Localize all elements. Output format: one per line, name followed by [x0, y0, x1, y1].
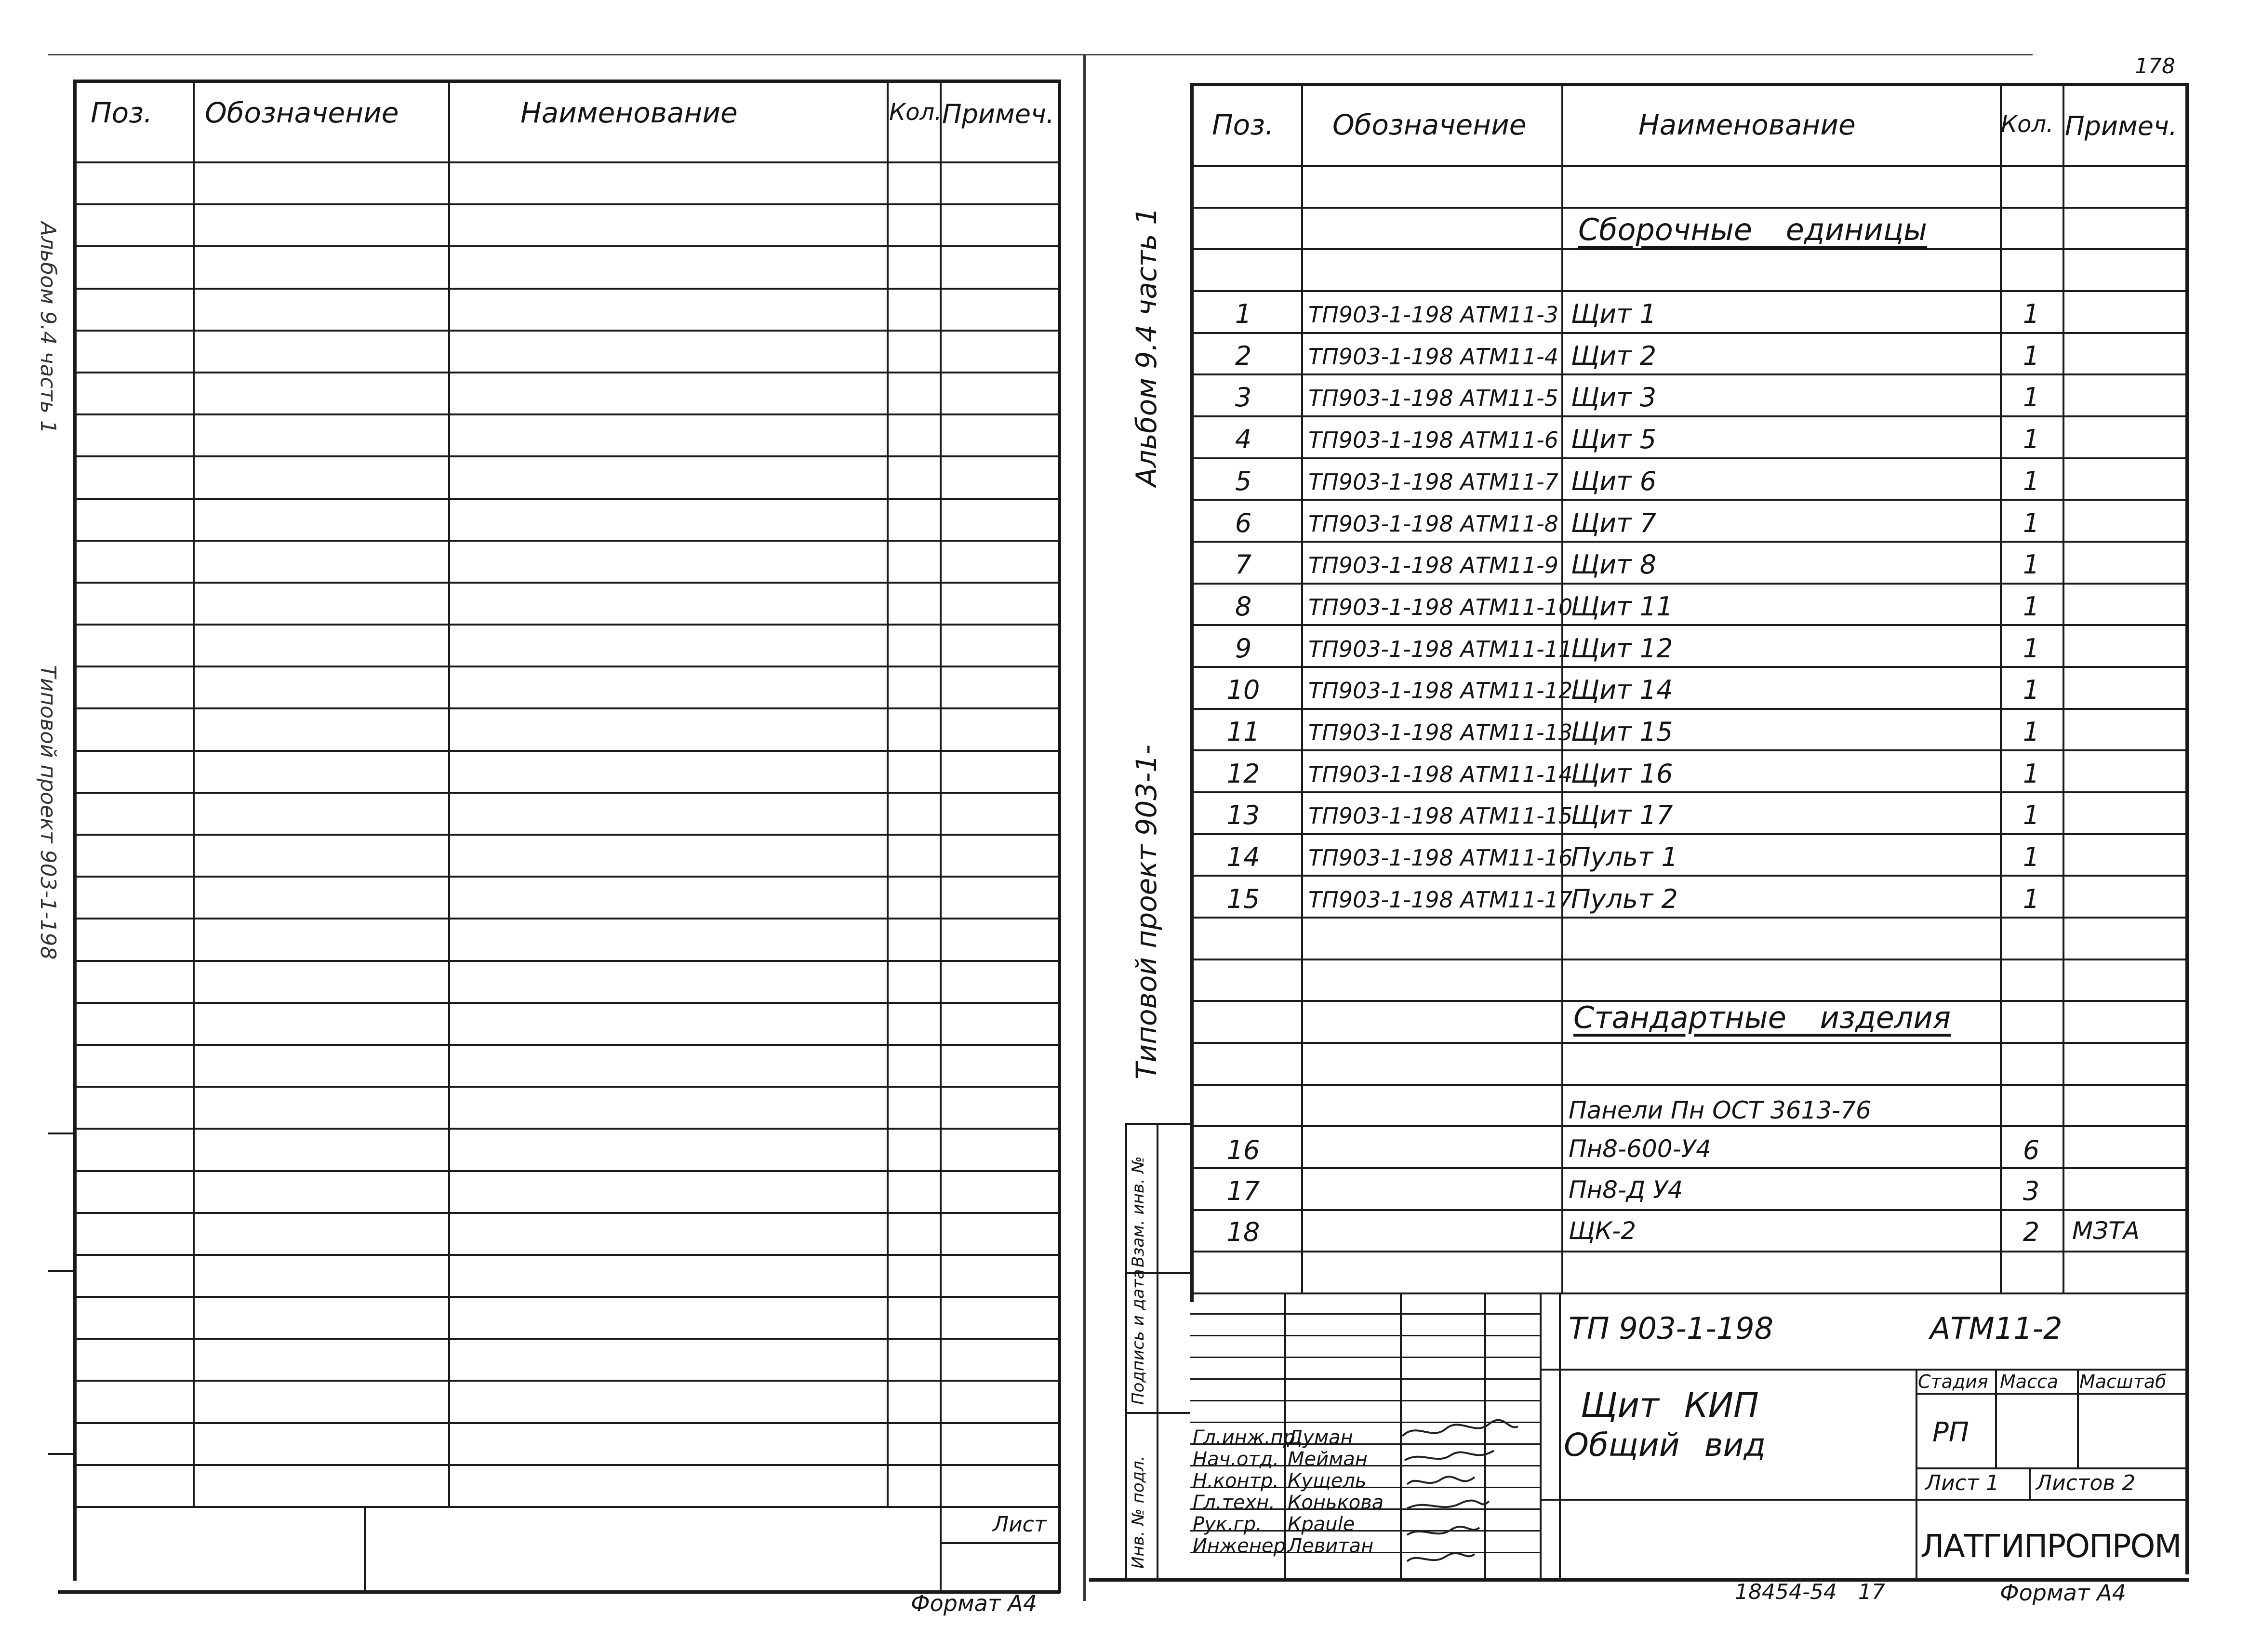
page-number: 178 [2135, 54, 2175, 79]
left-row-line [73, 1170, 1059, 1172]
row-qty: 1 [2023, 633, 2040, 664]
section-standard-items: Стандартные изделия [1573, 1000, 1951, 1035]
left-row-line [73, 1464, 1059, 1466]
label-sign-date: Подпись и дата [1129, 1269, 1148, 1405]
row-qty: 1 [2023, 717, 2040, 747]
row-name: Щит 14 [1571, 675, 1673, 705]
left-row-line [73, 1128, 1059, 1130]
right-header-name: Наименование [1638, 108, 1856, 141]
left-row-line [73, 1044, 1059, 1046]
left-format-label: Формат А4 [911, 1590, 1037, 1616]
row-qty: 1 [2023, 508, 2040, 538]
row-pos: 5 [1235, 466, 1252, 496]
signer-name: Краule [1288, 1513, 1355, 1535]
signer-role: Нач.отд. [1193, 1448, 1279, 1470]
stamp-organization: ЛАТГИПРОПРОМ [1920, 1528, 2181, 1565]
row-pos: 6 [1235, 508, 1252, 538]
row-pos: 7 [1235, 549, 1252, 580]
left-row-line [73, 1212, 1059, 1214]
row-designation: ТП903-1-198 АТМ11-4 [1308, 344, 1559, 370]
signature-scribbles [1397, 1417, 1523, 1581]
left-row-line [73, 624, 1059, 626]
stamp-title-line1: Щит КИП [1581, 1386, 1759, 1425]
left-header-name: Наименование [520, 96, 738, 129]
right-row-line [1190, 541, 2187, 543]
row-name: Щит 1 [1571, 299, 1657, 329]
left-row-line [73, 1254, 1059, 1256]
right-format-label: Формат А4 [2000, 1580, 2126, 1606]
left-row-line [73, 1296, 1059, 1298]
right-row-line [1190, 373, 2187, 375]
row-pos: 3 [1235, 382, 1252, 413]
signer-name: Думан [1288, 1426, 1353, 1449]
row-designation: ТП903-1-198 АТМ11-7 [1308, 469, 1559, 495]
left-row-line [73, 834, 1059, 836]
right-row-line [1190, 457, 2187, 459]
left-row-line [73, 540, 1059, 542]
signer-name: Кущель [1288, 1470, 1367, 1492]
signer-role: Инженер [1193, 1535, 1286, 1557]
row-designation: ТП903-1-198 АТМ11-12 [1308, 678, 1573, 704]
label-inv-no: Инв. № подл. [1129, 1455, 1148, 1569]
row-name: Щит 16 [1571, 759, 1673, 789]
left-header-pos: Поз. [91, 96, 153, 129]
row-qty: 1 [2023, 424, 2040, 454]
label-replace-inv: Взам. инв. № [1129, 1156, 1148, 1267]
row-qty: 1 [2023, 341, 2040, 371]
right-header-qty: Кол. [2001, 111, 2054, 138]
left-row-line [73, 1086, 1059, 1088]
right-row-line [1190, 833, 2187, 835]
row-designation: ТП903-1-198 АТМ11-14 [1308, 761, 1573, 787]
std-row-note: МЗТА [2072, 1217, 2140, 1245]
std-row-qty: 2 [2023, 1217, 2040, 1247]
row-name: Щит 6 [1571, 466, 1657, 496]
row-pos: 10 [1226, 675, 1260, 705]
signer-name: Левитан [1288, 1535, 1374, 1557]
stamp-row-line [1190, 1378, 1540, 1380]
right-row-line [1190, 207, 2187, 209]
row-name: Щит 7 [1571, 508, 1657, 538]
right-row-line [1190, 1167, 2187, 1169]
row-qty: 1 [2023, 382, 2040, 413]
left-row-line [73, 666, 1059, 667]
stamp-row-line [1190, 1400, 1540, 1401]
row-name: Щит 8 [1571, 549, 1657, 580]
section-assembly-units: Сборочные единицы [1578, 212, 1928, 247]
row-pos: 12 [1226, 759, 1260, 789]
row-qty: 1 [2023, 759, 2040, 789]
signer-role: Рук.гр. [1193, 1513, 1262, 1535]
row-qty: 1 [2023, 842, 2040, 872]
signer-name: Конькова [1288, 1492, 1384, 1514]
left-row-line [73, 372, 1059, 373]
left-header-qty: Кол. [889, 99, 942, 126]
sheet-divider [1083, 54, 1086, 1601]
row-designation: ТП903-1-198 АТМ11-13 [1308, 719, 1573, 746]
row-name: Щит 15 [1571, 717, 1673, 747]
row-name: Щит 17 [1571, 800, 1673, 830]
row-designation: ТП903-1-198 АТМ11-8 [1308, 511, 1559, 537]
row-name: Щит 12 [1571, 633, 1673, 664]
row-qty: 1 [2023, 466, 2040, 496]
stamp-row-line [1190, 1357, 1540, 1358]
row-qty: 1 [2023, 800, 2040, 830]
stamp-row-line [1190, 1335, 1540, 1336]
row-designation: ТП903-1-198 АТМ11-15 [1308, 803, 1573, 829]
signer-name: Мейман [1288, 1448, 1368, 1470]
right-row-line [1190, 1042, 2187, 1044]
stamp-sheet-label: Лист 1 [1925, 1471, 1999, 1495]
signer-role: Гл.техн. [1193, 1492, 1276, 1514]
left-row-line [73, 203, 1059, 205]
left-row-line [73, 245, 1059, 247]
left-row-line [73, 455, 1059, 457]
stamp-row-line [1190, 1313, 1540, 1315]
right-row-line [1190, 791, 2187, 793]
row-pos: 14 [1226, 842, 1260, 872]
standard-subtitle: Панели Пн ОСТ 3613-76 [1569, 1096, 1871, 1124]
stamp-stage-value: РП [1932, 1417, 1969, 1448]
std-row-qty: 6 [2023, 1135, 2040, 1165]
right-header-pos: Поз. [1212, 108, 1274, 141]
row-pos: 13 [1226, 800, 1260, 830]
row-pos: 15 [1226, 884, 1260, 914]
left-header-note: Примеч. [942, 99, 1055, 129]
right-row-line [1190, 875, 2187, 877]
row-qty: 1 [2023, 884, 2040, 914]
right-row-line [1190, 1084, 2187, 1086]
left-row-line [73, 876, 1059, 878]
row-pos: 11 [1226, 717, 1260, 747]
row-designation: ТП903-1-198 АТМ11-16 [1308, 845, 1573, 871]
right-row-line [1190, 1251, 2187, 1252]
stamp-project-code: ТП 903-1-198 [1569, 1311, 1774, 1346]
row-name: Щит 11 [1571, 591, 1673, 622]
signer-role: Н.контр. [1193, 1470, 1279, 1492]
right-row-line [1190, 959, 2187, 960]
left-row-line [73, 918, 1059, 919]
row-name: Щит 3 [1571, 382, 1657, 413]
left-row-line [73, 1338, 1059, 1340]
std-row-pos: 17 [1226, 1176, 1260, 1206]
std-row-pos: 16 [1226, 1135, 1260, 1165]
right-row-line [1190, 917, 2187, 919]
row-qty: 1 [2023, 549, 2040, 580]
row-name: Пульт 1 [1571, 842, 1678, 872]
stamp-title-line2: Общий вид [1564, 1426, 1766, 1464]
left-row-line [73, 960, 1059, 962]
left-row-line [73, 750, 1059, 752]
row-name: Пульт 2 [1571, 884, 1678, 914]
stamp-scale-label: Масштаб [2079, 1371, 2167, 1392]
footer-number: 18454-54 17 [1735, 1580, 1885, 1604]
right-row-line [1190, 749, 2187, 751]
std-row-name: Пн8-Д У4 [1569, 1176, 1683, 1204]
row-designation: ТП903-1-198 АТМ11-17 [1308, 887, 1573, 913]
side-project-label: Типовой проект 903-1- [1130, 745, 1163, 1079]
right-row-line [1190, 624, 2187, 626]
left-side-project: Типовой проект 903-1-198 [36, 665, 60, 960]
left-row-line [73, 288, 1059, 290]
right-row-line [1190, 1125, 2187, 1127]
row-designation: ТП903-1-198 АТМ11-11 [1308, 636, 1573, 662]
left-row-line [73, 413, 1059, 415]
row-designation: ТП903-1-198 АТМ11-9 [1308, 552, 1559, 578]
left-row-line [73, 1002, 1059, 1004]
row-pos: 4 [1235, 424, 1252, 454]
stamp-stage-label: Стадия [1918, 1371, 1988, 1392]
row-designation: ТП903-1-198 АТМ11-6 [1308, 427, 1559, 453]
row-designation: ТП903-1-198 АТМ11-3 [1308, 302, 1559, 328]
row-pos: 2 [1235, 341, 1252, 371]
right-row-line [1190, 290, 2187, 292]
right-header-designation: Обозначение [1332, 108, 1527, 141]
row-name: Щит 5 [1571, 424, 1657, 454]
left-sheet-label: Лист [993, 1512, 1047, 1537]
left-row-line [73, 330, 1059, 332]
row-designation: ТП903-1-198 АТМ11-10 [1308, 594, 1573, 620]
right-row-line [1190, 583, 2187, 585]
left-header-designation: Обозначение [205, 96, 399, 129]
std-row-pos: 18 [1226, 1217, 1260, 1247]
row-pos: 9 [1235, 633, 1252, 664]
right-row-line [1190, 666, 2187, 668]
left-row-line [73, 707, 1059, 709]
right-row-line [1190, 708, 2187, 710]
signer-role: Гл.инж.пр. [1193, 1426, 1302, 1449]
left-row-line [73, 792, 1059, 794]
right-row-line [1190, 332, 2187, 334]
right-row-line [1190, 1209, 2187, 1211]
stamp-doc-code: АТМ11-2 [1930, 1311, 2063, 1346]
std-row-qty: 3 [2023, 1176, 2040, 1206]
row-pos: 8 [1235, 591, 1252, 622]
side-album-label: Альбом 9.4 часть 1 [1130, 207, 1163, 487]
stamp-sheets-label: Листов 2 [2036, 1471, 2136, 1495]
row-name: Щит 2 [1571, 341, 1657, 371]
left-row-line [73, 498, 1059, 500]
std-row-name: Пн8-600-У4 [1569, 1135, 1711, 1163]
left-row-line [73, 1422, 1059, 1424]
std-row-name: ЩК-2 [1569, 1217, 1637, 1245]
row-qty: 1 [2023, 299, 2040, 329]
right-row-line [1190, 415, 2187, 417]
right-row-line [1190, 248, 2187, 250]
left-row-line [73, 1380, 1059, 1382]
row-qty: 1 [2023, 675, 2040, 705]
row-pos: 1 [1235, 299, 1252, 329]
right-header-note: Примеч. [2065, 111, 2178, 141]
right-row-line [1190, 499, 2187, 501]
row-designation: ТП903-1-198 АТМ11-5 [1308, 385, 1559, 411]
row-qty: 1 [2023, 591, 2040, 622]
stamp-mass-label: Масса [2000, 1371, 2059, 1392]
left-row-line [73, 582, 1059, 584]
left-side-album: Альбом 9.4 часть 1 [36, 222, 60, 434]
